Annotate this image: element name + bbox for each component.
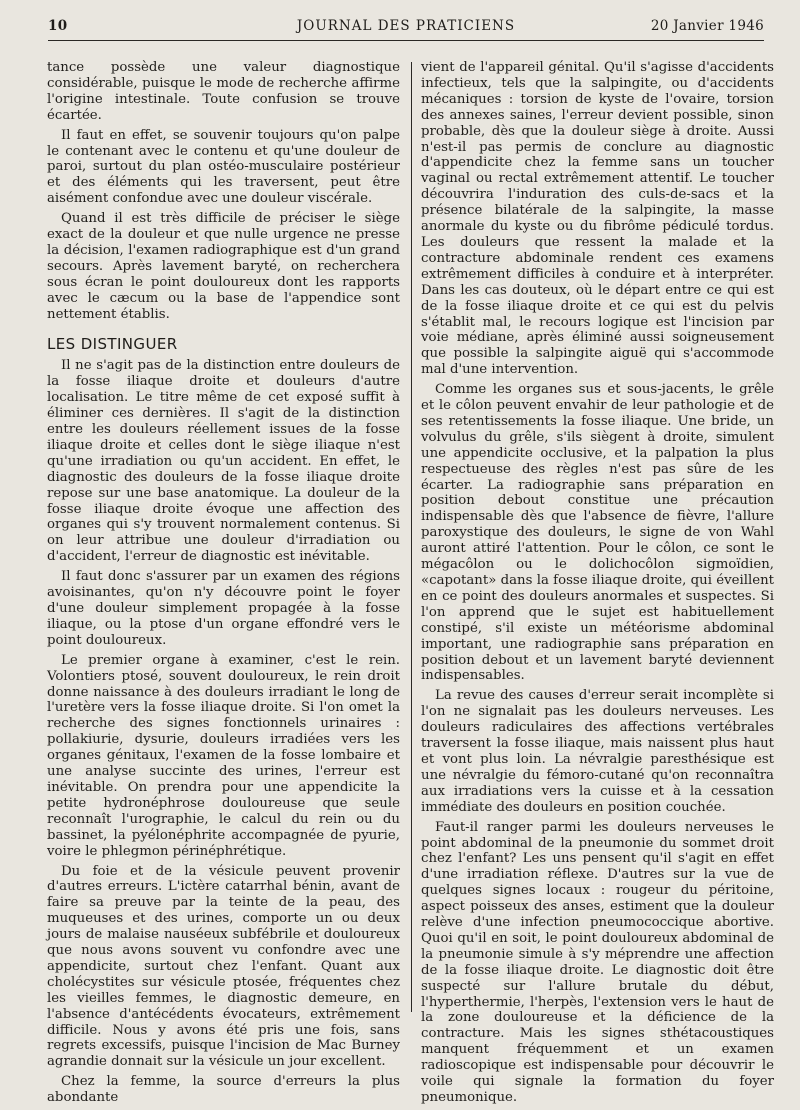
paragraph: vient de l'appareil génital. Qu'il s'agisse d'accidents infectieux, tels que la salpingite, ou d'accidents mécaniques : torsion de kyste de l'ovaire, torsion des annexes saines, l'erreur devient possible, sinon probable, dès que la douleur siège à droite. Aussi n'est-il pas permis de conclure au diagnostic d'appendicite chez la femme sans un toucher vaginal ou rectal extrêmement attentif. Le toucher découvrira l'induration des culs-de-sacs et la présence bilatérale de la salpingite, la masse anormale du kyste ou du fibrôme pédiculé tordus. Les douleurs que ressent la malade et la contracture abdominale rendent ces examens extrêmement difficiles à conduire et à interpréter. Dans les cas douteux, où le départ entre ce qui est de la fosse iliaque droite et ce qui est du pelvis s'établit mal, le recours logique est l'incision par voie médiane, après éliminé aussi soigneusement que possible la salpingite aiguë qui s'accommode mal d'une intervention. bbox=[421, 60, 774, 378]
paragraph: Du foie et de la vésicule peuvent provenir d'autres erreurs. L'ictère catarrhal bénin, avant de faire sa preuve par la teinte de la peau, des muqueuses et des urines, comporte un ou deux jours de malaise nauséeux subfébrile et douloureux que nous avons souvent vu confondre avec une appendicite, surtout chez l'enfant. Quant aux cholécystites sur vésicule ptosée, fréquentes chez les vieilles femmes, le diagnostic demeure, en l'absence d'antécédents évocateurs, extrêmement difficile. Nous y avons été pris une fois, sans regrets excessifs, puisque l'incision de Mac Burney agrandie donnait sur la vésicule un jour excellent. bbox=[47, 863, 400, 1070]
paragraph: Il ne s'agit pas de la distinction entre douleurs de la fosse iliaque droite et douleurs d'autre localisation. Le titre même de cet exposé suffit à éliminer ces dernières. Il s'agit de la distinction entre les douleurs réellement issues de la fosse iliaque droite et celles dont le siège iliaque n'est qu'une irradiation ou qu'un accident. En effet, le diagnostic des douleurs de la fosse iliaque droite repose sur une base anatomique. La douleur de la fosse iliaque droite évoque une affection des organes qui s'y trouvent normalement contenus. Si on leur attribue une douleur d'irradiation ou d'accident, l'erreur de diagnostic est inévitable. bbox=[47, 358, 400, 565]
paragraph: Faut-il ranger parmi les douleurs nerveuses le point abdominal de la pneumonie du sommet droit chez l'enfant? Les uns pensent qu'il s'agit en effet d'une irradiation réflexe. D'autres sur la vue de quelques signes locaux : rougeur du péritoine, aspect poisseux des anses, estiment que la douleur relève d'une infection pneumococcique abortive. Quoi qu'il en soit, le point douloureux abdominal de la pneumonie simule à s'y méprendre une affection de la fosse iliaque droite. Le diagnostic doit être suspecté sur l'allure brutale du début, l'hyperthermie, l'herpès, l'extension vers le haut de la zone douloureuse et la déficience de la contracture. Mais les signes sthétacoustiques manquent fréquemment et un examen radioscopique est indispensable pour découvrir le voile qui signale la formation du foyer pneumonique. bbox=[421, 819, 774, 1105]
paragraph: tance possède une valeur diagnostique considérable, puisque le mode de recherche affirme l'origine intestinale. Toute confusion se trouve écartée. bbox=[47, 60, 400, 123]
paragraph: Quand il est très difficile de préciser le siège exact de la douleur et que nulle urgence ne presse la décision, l'examen radiographique est d'un grand secours. Après lavement baryté, on recherchera sous écran le point douloureux dont les rapports avec le cæcum ou la base de l'appendice sont nettement établis. bbox=[47, 211, 400, 322]
page-number: 10 bbox=[48, 18, 68, 34]
column-divider bbox=[411, 62, 412, 1012]
left-column bbox=[47, 60, 400, 1110]
header-rule bbox=[48, 40, 764, 41]
right-column bbox=[421, 60, 774, 1110]
paragraph: Chez la femme, la source d'erreurs la plus abondante bbox=[47, 1074, 400, 1106]
paragraph: Le premier organe à examiner, c'est le rein. Volontiers ptosé, souvent douloureux, le rein droit donne naissance à des douleurs irradiant le long de l'uretère vers la fosse iliaque droite. Si l'on omet la recherche des signes fonctionnels urinaires : pollakiurie, dysurie, douleurs irradiées vers les organes génitaux, l'examen de la fosse lombaire et une analyse succinte des urines, l'erreur est inévitable. On prendra pour une appendicite la petite hydronéphrose douloureuse que seule reconnaît l'urographie, le calcul du rein ou du bassinet, la pyélonéphrite accompagnée de pyurie, voire le phlegmon périnéphrétique. bbox=[47, 652, 400, 859]
paragraph: Il faut en effet, se souvenir toujours qu'on palpe le contenant avec le contenu et qu'une douleur de paroi, surtout du plan ostéo-musculaire postérieur et des éléments qui les traversent, peut être aisément confondue avec une douleur viscérale. bbox=[47, 127, 400, 207]
paragraph: Il faut donc s'assurer par un examen des régions avoisinantes, qu'on n'y découvre point le foyer d'une douleur simplement propagée à la fosse iliaque, ou la ptose d'un organe effondré vers le point douloureux. bbox=[47, 569, 400, 648]
running-header bbox=[48, 18, 764, 36]
paragraph: Comme les organes sus et sous-jacents, le grêle et le côlon peuvent envahir de leur pathologie et de ses retentissements la fosse iliaque. Une bride, un volvulus du grêle, s'ils siègent à droite, simulent une appendicite occlusive, et la palpation la plus respectueuse des règles n'est pas sûre de les écarter. La radiographie sans préparation en position debout constitue une précaution indispensable dès que l'absence de fièvre, l'allure paroxystique des douleurs, le signe de von Wahl auront attiré l'attention. Pour le côlon, ce sont le mégacôlon ou le dolichocôlon sigmoïdien, «capotant» dans la fosse iliaque droite, qui éveillent en ce point des douleurs anormales et suspectes. Si l'on apprend que le sujet est habituellement constipé, s'il existe un météorisme abdominal important, une radiographie sans préparation en position debout et un lavement baryté deviennent indispensables. bbox=[421, 382, 774, 684]
journal-title: JOURNAL DES PRATICIENS bbox=[296, 18, 516, 34]
paragraph: La revue des causes d'erreur serait incomplète si l'on ne signalait pas les douleurs nerveuses. Les douleurs radiculaires des affections vertébrales traversent la fosse iliaque, mais naissent plus haut et vont plus loin. La névralgie paresthésique est une névralgie du fémoro-cutané qu'on reconnaîtra aux irradiations vers la cuisse et à la cessation immédiate des douleurs en position couchée. bbox=[421, 688, 774, 815]
issue-date: 20 Janvier 1946 bbox=[650, 18, 764, 34]
section-heading: LES DISTINGUER bbox=[47, 334, 178, 353]
